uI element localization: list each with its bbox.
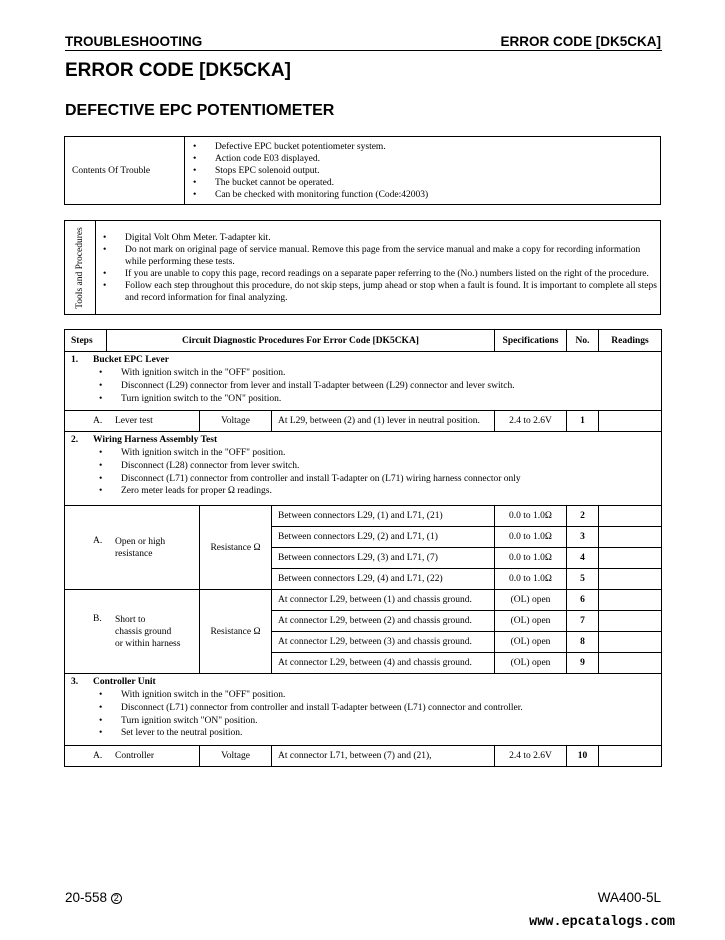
- tools-label: Tools and Procedures: [75, 226, 85, 309]
- footer-model: WA400-5L: [597, 890, 661, 905]
- list-item: • Disconnect (L28) connector from lever switch.: [99, 460, 655, 473]
- list-item: • Defective EPC bucket potentiometer system.: [193, 141, 428, 153]
- reading-number: 1: [567, 411, 599, 432]
- step-1-section: [65, 352, 662, 411]
- header-specifications: Specifications: [495, 330, 567, 352]
- list-item: • If you are unable to copy this page, record readings on a separate paper referring to the (No.) numbers listed on the right of the procedure.: [103, 268, 658, 280]
- reading-cell[interactable]: [599, 590, 662, 611]
- reading-number: 4: [567, 548, 599, 569]
- reading-number: 10: [567, 746, 599, 767]
- list-item: • Action code E03 displayed.: [193, 153, 428, 165]
- test-description: Between connectors L29, (4) and L71, (22): [272, 569, 495, 590]
- step-2-section: [65, 432, 662, 506]
- test-description: Between connectors L29, (3) and L71, (7): [272, 548, 495, 569]
- table-row: [65, 432, 662, 506]
- reading-cell[interactable]: [599, 632, 662, 653]
- reading-number: 5: [567, 569, 599, 590]
- test-label: Short to: [115, 614, 146, 625]
- step-title: Wiring Harness Assembly Test: [93, 435, 218, 445]
- measure-type: Voltage: [200, 411, 272, 432]
- reading-cell[interactable]: [599, 506, 662, 527]
- tools-list: [103, 232, 658, 305]
- table-row: [65, 590, 662, 611]
- step-title: Bucket EPC Lever: [93, 355, 169, 365]
- diagnostic-table: [64, 329, 662, 767]
- reading-number: 9: [567, 653, 599, 674]
- list-item: • The bucket cannot be operated.: [193, 177, 428, 189]
- list-item: • With ignition switch in the "OFF" position.: [99, 367, 655, 380]
- test-label-cell: [65, 590, 200, 674]
- test-description: Between connectors L29, (1) and L71, (21): [272, 506, 495, 527]
- list-item: • Zero meter leads for proper Ω readings.: [99, 485, 655, 498]
- revision-mark: 2: [111, 893, 122, 904]
- reading-cell[interactable]: [599, 653, 662, 674]
- test-label: Open or high resistance: [115, 536, 166, 559]
- list-item: • Follow each step throughout this procedure, do not skip steps, jump ahead or stop when a fault is found. It is important to complete all steps and record information for final analyzing.: [103, 280, 658, 304]
- test-description: At connector L29, between (3) and chassis ground.: [272, 632, 495, 653]
- spec-value: 2.4 to 2.6V: [495, 746, 567, 767]
- table-row: [65, 506, 662, 527]
- test-label: Lever test: [115, 416, 153, 426]
- test-description: At connector L29, between (2) and chassis ground.: [272, 611, 495, 632]
- spec-value: 2.4 to 2.6V: [495, 411, 567, 432]
- test-letter: A.: [93, 535, 103, 546]
- test-label: or within harness: [115, 638, 181, 649]
- test-label: chassis ground: [115, 626, 172, 637]
- spec-value: 0.0 to 1.0Ω: [495, 506, 567, 527]
- spec-value: (OL) open: [495, 653, 567, 674]
- header-steps: Steps: [65, 330, 107, 352]
- measure-type: Resistance Ω: [200, 506, 272, 590]
- tools-procedures-box: [64, 220, 661, 315]
- step-title: Controller Unit: [93, 677, 156, 687]
- contents-label: Contents Of Trouble: [65, 137, 185, 204]
- list-item: • Stops EPC solenoid output.: [193, 165, 428, 177]
- reading-number: 6: [567, 590, 599, 611]
- reading-cell[interactable]: [599, 548, 662, 569]
- table-row: [65, 746, 662, 767]
- spec-value: 0.0 to 1.0Ω: [495, 527, 567, 548]
- reading-number: 8: [567, 632, 599, 653]
- table-row: [65, 674, 662, 746]
- step-number: 1.: [71, 355, 79, 365]
- contents-of-trouble-box: [64, 136, 661, 205]
- reading-cell[interactable]: [599, 411, 662, 432]
- step-number: 3.: [71, 677, 79, 687]
- spec-value: 0.0 to 1.0Ω: [495, 569, 567, 590]
- test-letter: A.: [93, 416, 103, 426]
- table-row: [65, 352, 662, 411]
- test-letter: B.: [93, 613, 102, 624]
- reading-number: 7: [567, 611, 599, 632]
- list-item: • Disconnect (L29) connector from lever and install T-adapter between (L29) connector and lever switch.: [99, 380, 655, 393]
- reading-cell[interactable]: [599, 527, 662, 548]
- list-item: • Can be checked with monitoring function (Code:42003): [193, 189, 428, 201]
- reading-cell[interactable]: [599, 611, 662, 632]
- test-letter: A.: [93, 751, 103, 761]
- list-item: • With ignition switch in the "OFF" position.: [99, 689, 655, 702]
- test-description: At connector L29, between (4) and chassis ground.: [272, 653, 495, 674]
- list-item: • Do not mark on original page of service manual. Remove this page from the service manual and make a copy for recording information while performing these tests.: [103, 244, 658, 268]
- test-description: At L29, between (2) and (1) lever in neutral position.: [272, 411, 495, 432]
- list-item: • Digital Volt Ohm Meter. T-adapter kit.: [103, 232, 658, 244]
- header-section: TROUBLESHOOTING: [65, 34, 203, 49]
- header-procedure: Circuit Diagnostic Procedures For Error Code [DK5CKA]: [107, 330, 495, 352]
- test-description: At connector L71, between (7) and (21),: [272, 746, 495, 767]
- list-item: • With ignition switch in the "OFF" position.: [99, 447, 655, 460]
- spec-value: (OL) open: [495, 632, 567, 653]
- reading-number: 3: [567, 527, 599, 548]
- table-row: [65, 411, 662, 432]
- test-label-cell: [65, 506, 200, 590]
- header-error-code: ERROR CODE [DK5CKA]: [500, 34, 661, 49]
- spec-value: 0.0 to 1.0Ω: [495, 548, 567, 569]
- test-label: Controller: [115, 751, 155, 761]
- header-readings: Readings: [599, 330, 662, 352]
- table-header-row: [65, 330, 662, 352]
- test-label-cell: [65, 411, 200, 432]
- header-rule: [65, 50, 662, 51]
- page-number: 20-558: [65, 890, 108, 905]
- test-label-cell: [65, 746, 200, 767]
- reading-number: 2: [567, 506, 599, 527]
- measure-type: Resistance Ω: [200, 590, 272, 674]
- test-description: Between connectors L29, (2) and L71, (1): [272, 527, 495, 548]
- list-item: • Disconnect (L71) connector from controller and install T-adapter on (L71) wiring harness connector only: [99, 473, 655, 486]
- header-no: No.: [567, 330, 599, 352]
- footer-page-number: [65, 890, 122, 905]
- measure-type: Voltage: [200, 746, 272, 767]
- step-3-section: [65, 674, 662, 746]
- spec-value: (OL) open: [495, 611, 567, 632]
- page-title: ERROR CODE [DK5CKA]: [65, 60, 291, 81]
- list-item: • Disconnect (L71) connector from controller and install T-adapter between (L71) connector and controller.: [99, 702, 655, 715]
- list-item: • Turn ignition switch "ON" position.: [99, 715, 655, 728]
- tools-label-cell: [65, 221, 96, 314]
- contents-list: [193, 141, 428, 201]
- test-description: At connector L29, between (1) and chassis ground.: [272, 590, 495, 611]
- list-item: • Set lever to the neutral position.: [99, 727, 655, 740]
- spec-value: (OL) open: [495, 590, 567, 611]
- reading-cell[interactable]: [599, 746, 662, 767]
- page-subtitle: DEFECTIVE EPC POTENTIOMETER: [65, 102, 335, 119]
- step-number: 2.: [71, 435, 79, 445]
- list-item: • Turn ignition switch to the "ON" position.: [99, 393, 655, 406]
- reading-cell[interactable]: [599, 569, 662, 590]
- watermark-text: www.epcatalogs.com: [529, 915, 675, 930]
